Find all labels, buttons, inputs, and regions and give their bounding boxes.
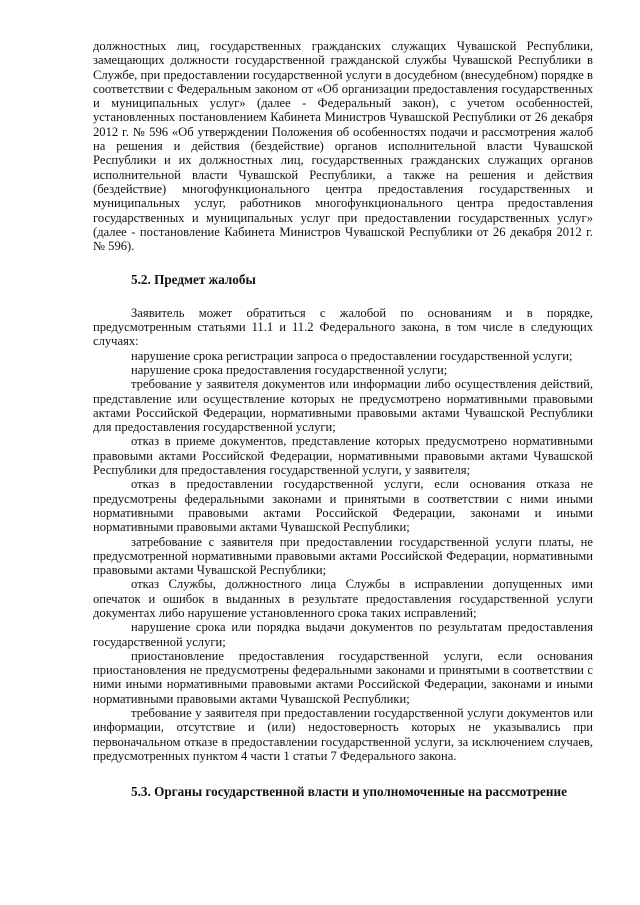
case-item: отказ в приеме документов, представление которых предусмотрено нормативными правовыми актами Российской Федерации, нормативными правовыми актами Чувашской Республики для предоставления государственной услуги, у заявителя; [93,434,593,478]
case-item: затребование с заявителя при предоставлении государственной услуги платы, не предусмотренной нормативными правовыми актами Российской Федерации, нормативными правовыми актами Чувашской Республики; [93,534,593,578]
case-item: отказ Службы, должностного лица Службы в исправлении допущенных ими опечаток и ошибок в выданных в результате предоставления государственной услуги документах либо нарушение установленного срока таких исправлений; [93,577,593,620]
document-page [93,39,593,800]
case-item: отказ в предоставлении государственной услуги, если основания отказа не предусмотрены федеральными законами и принятыми в соответствии с ними иными нормативными правовыми актами Российской Федерации, законами и иными нормативными правовыми актами Чувашской Республики; [93,477,593,535]
case-item: приостановление предоставления государственной услуги, если основания приостановления не предусмотрены федеральными законами и принятыми в соответствии с ними иными нормативными правовыми актами Российской Федерации, законами и иными нормативными правовыми актами Чувашской Республики; [93,648,593,706]
intro-paragraph: должностных лиц, государственных гражданских служащих Чувашской Республики, замещающих должности государственной гражданской службы Чувашской Республики в Службе, при предоставлении государственной услуги в досудебном (внесудебном) порядке в соответствии с Федеральным законом от «Об организации предоставления государственных и муниципальных услуг» (далее - Федеральный закон), с учетом особенностей, установленных постановлением Кабинета Министров Чувашской Республики от 26 декабря 2012 г. № 596 «Об утверждении Положения об особенностях подачи и рассмотрения жалоб на решения и действия (бездействие) органов исполнительной власти Чувашской Республики и их должностных лиц, государственных гражданских служащих органов исполнительной власти Чувашской Республики, а также на решения и действия (бездействие) многофункционального центра предоставления государственных и муниципальных услуг, работников многофункционального центра предоставления государственных и муниципальных услуг при предоставлении государственных услуг» (далее - постановление Кабинета Министров Чувашской Республики от 26 декабря 2012 г. № 596). [93,39,593,254]
section-5-2-lead-paragraph: Заявитель может обратиться с жалобой по основаниям и в порядке, предусмотренным статьями 11.1 и 11.2 Федерального закона, в том числе в следующих случаях: [93,305,593,349]
case-item: нарушение срока или порядка выдачи документов по результатам предоставления государственной услуги; [93,620,593,649]
case-item: требование у заявителя документов или информации либо осуществления действий, представление или осуществление которых не предусмотрено нормативными правовыми актами Российской Федерации, нормативными правовыми актами Чувашской Республики для предоставления государственной услуги; [93,377,593,435]
section-5-3-heading: 5.3. Органы государственной власти и уполномоченные на рассмотрение [131,784,567,800]
case-item: нарушение срока регистрации запроса о предоставлении государственной услуги; [131,348,573,363]
section-5-2-heading: 5.2. Предмет жалобы [131,272,256,288]
case-item: требование у заявителя при предоставлении государственной услуги документов или информации, отсутствие и (или) недостоверность которых не указывались при первоначальном отказе в предоставлении государственной услуги, за исключением случаев, предусмотренных пунктом 4 части 1 статьи 7 Федерального закона. [93,706,593,763]
case-item: нарушение срока предоставления государственной услуги; [131,362,448,377]
